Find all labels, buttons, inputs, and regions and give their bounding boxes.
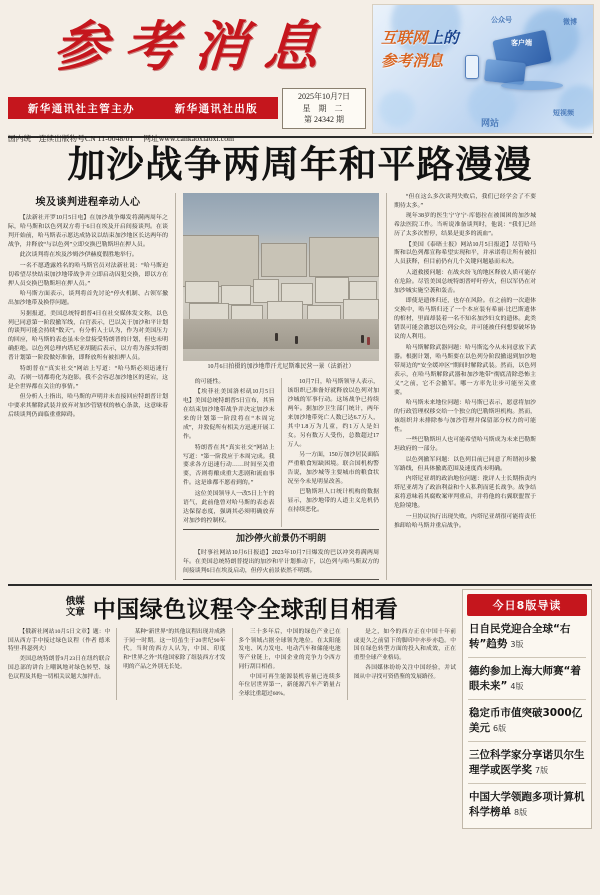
- photo-person: [275, 333, 278, 341]
- paragraph: 这位美国领导人一改5日上午的语气，此前他曾对哈马斯的表态表达保留态度，强调其必须明确放弃对加沙的控制权。: [183, 490, 275, 524]
- bottom-column-1: [8, 628, 110, 699]
- paragraph: 某种“新世界”的其他议程出现并成熟于同一时期。这一切虽生于20世纪90年代。当时的西方人认为，中国、印度和“世界之外”其他国家除了组装西方才发明的产品之外别无长处。: [123, 629, 226, 670]
- paragraph: 内塔尼亚胡的政治地位问题：批评人士长期指责内塔尼亚胡为了政治利益和个人私利而延长战争。战争结束将意味着其腐败案审判重启，并将他的右翼联盟置于危险境地。: [394, 476, 536, 510]
- index-item-text: 稳定币市值突破3000亿美元: [469, 706, 583, 734]
- banner-label-weibo: 微博: [563, 18, 577, 26]
- article-column-2: [183, 193, 379, 581]
- bottom-column-4: [354, 628, 456, 699]
- paragraph: 现年38岁的医生宁守宁·库德拉在被围困的加沙城希法医院工作。当听说准备谈判时，他说：“我们已经历了太多次暂停，结果是更多的流血”。: [394, 213, 536, 238]
- paragraph: 【美国《泰晤士报》网站10月5日报道】尽管哈马斯和以色列都宣称希望实现和平，并承诺将让所有被扣人员获释，但目前仍有几个关键问题悬而未决。: [394, 241, 536, 266]
- banner-label-shortvideo: 短视频: [553, 109, 574, 117]
- photo-road: [183, 319, 379, 349]
- paragraph: 一名不愿透露姓名的哈马斯官员对法新社说：“哈马斯迫切希望尽快结束加沙地带战争并立即启动囚犯交换，即以方在押人员交换巴勒斯坦在押人员。”: [8, 262, 168, 287]
- website-url[interactable]: www.cankaoxiaoxi.com: [158, 133, 235, 143]
- photo-caption: 10月6日拍摄的加沙地带汗尤尼斯难民营一景（法新社）: [207, 363, 355, 370]
- index-item-4[interactable]: [468, 742, 586, 784]
- issn-label: 国内统一连续出版物号: [8, 133, 85, 143]
- article-column-2b: [288, 378, 380, 528]
- main-headline: 加沙战争两周年和平路漫漫: [67, 143, 533, 186]
- banner-line1-part2: 上的: [427, 30, 459, 47]
- paragraph: 三十多年后，中国的绿色产业已在多个领域占据全球领先地位。在太阳能发电、风力发电、电动汽车和储能电池等产业链上，中国企业的竞争力令西方同行刮目相看。: [238, 629, 341, 670]
- index-item-2[interactable]: [468, 658, 586, 700]
- column-divider: [347, 628, 348, 699]
- column-divider: [232, 628, 233, 699]
- paragraph: 【俄新社网站10月5日文章】题：中国从西方手中接过绿色议程（作者 德米特里·科瑟列夫）: [8, 629, 111, 653]
- paragraph: 以色列撤军问题：以色列目前已同意了所谓初步撤军路线，但具体撤离范围及速度尚未明确。: [394, 456, 536, 472]
- index-item-page: 3版: [510, 640, 524, 650]
- index-item-text: 中国大学领跑多项计算机科学榜单: [469, 790, 585, 818]
- bottom-article-kicker: [66, 597, 85, 619]
- photo-person: [361, 335, 364, 343]
- publisher-label: 新华通讯社出版: [174, 103, 259, 115]
- index-item-5[interactable]: [468, 784, 586, 825]
- publisher-bar: [8, 97, 278, 119]
- masthead-info-row: [6, 88, 368, 129]
- supervisor-label: 新华通讯社主管主办: [27, 103, 135, 115]
- bottom-column-2: [123, 628, 225, 699]
- paragraph: 是之，如今的西方正在中国十年前或更久之前留下的脚印中亦步亦趋。中国在绿色转型方面的投入和成效，正在重塑全球产业格局。: [353, 629, 456, 661]
- index-item-page: 8版: [514, 807, 528, 817]
- paragraph: 哈马斯解除武器问题：哈马斯迄今从未同意放下武器。根据计划，哈马斯要在以色列分阶段撤退到加沙地带周边的“安全缓冲区”期间时解除武装。然而，以色列表示，在哈马斯解除武器和加沙地带“彻底清除恐怖主义”之前，它不会撤军。哪一方率先让步可能至关重要。: [394, 344, 536, 396]
- kicker-line-1: 俄媒: [65, 595, 85, 607]
- boxed-sidebar-story: [183, 529, 379, 580]
- paragraph: 但分析人士指出，哈马斯的声明并未直接回应特朗普计划中要求其解除武装并放弃对加沙管辖权的核心条款，这意味着后续谈判仍面临重重障碍。: [8, 394, 168, 419]
- bottom-section: [6, 586, 594, 829]
- banner-line2: 参考消息: [381, 53, 444, 71]
- index-item-1[interactable]: [468, 616, 586, 658]
- article-column-3: [394, 193, 536, 581]
- paragraph: 特朗普在“真实社交”网站上写道：“哈马斯必须迅速行动，否则一切都将化为泡影。我不会容忍加沙地区的延宕，这是全世界都在关注的事情。”: [8, 365, 168, 390]
- bottom-article-headline: 中国绿色议程令全球刮目相看: [92, 596, 399, 624]
- masthead-left: [6, 4, 368, 143]
- paragraph: 另一方面，150万加沙居民面临严重粮食短缺困境。联合国机构警告说，加沙城等主要城市的粮食状况至今未见明显改善。: [287, 452, 379, 485]
- photo-person: [295, 336, 298, 344]
- index-item-page: 4版: [510, 682, 524, 692]
- paragraph: 哈马斯未来地位问题：哈马斯已表示，愿意将加沙的行政管理权移交给一个独立的巴勒斯坦机构。然而，该组织并未排除参与加沙管理并保留部分权力的可能性。: [394, 399, 536, 433]
- kicker-line-2: 文章: [65, 606, 85, 618]
- main-article: [6, 193, 594, 581]
- date-box: [282, 88, 366, 129]
- article-column-1: [8, 193, 168, 581]
- paragraph: 另据报道，美国总统特朗普4日在社交媒体发文称，以色列已同意第一阶段撤军线，白宫表示，巴以关于加沙和平计划的谈判可能会持续“数天”。有分析人士认为，作为对美国压力的回应，哈马斯的表态虽未全盘接受特朗普的计划，但也未明确拒绝。以色列总理内塔尼亚胡随后表示，以方将为落实特朗普计划第一阶段做好准备，即释放所有被扣押人员。: [8, 310, 168, 362]
- index-item-page: 6版: [493, 723, 507, 733]
- paragraph: 人道救援问题：在战火纷飞的地区释放人质可能存在危险。尽管美国总统特朗普呼吁停火，但以军仍在对加沙城实施空袭和轰击。: [394, 269, 536, 294]
- banner-label-app: 客户端: [511, 39, 532, 47]
- article-column-2a: [183, 378, 275, 528]
- device-base-shadow: [501, 81, 563, 90]
- gaza-refugee-camp-photo: [183, 193, 379, 361]
- banner-ad-text: [381, 27, 459, 74]
- index-item-3[interactable]: [468, 700, 586, 742]
- column-divider: [386, 193, 387, 581]
- column-divider: [175, 193, 176, 581]
- paragraph: 10月7日，哈马斯领导人表示，该组织已准备好就释放以色列对加沙城的军事行动。这场战争已持续两年。据加沙卫生部门统计，两年来加沙地带死亡人数已达6.7万人，其中1.8万为儿童，约1万人是妇女。另有数万人受伤，总数超过17万人。: [287, 378, 379, 448]
- paragraph: 即使是遗体归还，也存在风险。在之前的一次遗体交换中，哈马斯归还了一个本应装有希丽·比巴斯遗体的棺材，里面却装着一名不知名加沙妇女的遗体。此类错误可能会激怒以色列公众，并可能被任何想要破坏协议的人利用。: [394, 298, 536, 341]
- paragraph: 此次谈判将在埃及沙姆沙伊赫度假胜地举行。: [19, 252, 138, 259]
- banner-label-website: 网站: [481, 118, 500, 128]
- banner-ad[interactable]: [372, 4, 594, 134]
- column-divider: [281, 378, 282, 528]
- index-item-page: 7版: [535, 765, 549, 775]
- website-label: 网址: [143, 133, 159, 143]
- decorative-blob: [379, 91, 415, 127]
- paragraph: 中国可再生能源装机容量已连续多年位居世界第一，新能源汽车产销量占全球比重超过60%。: [238, 673, 341, 697]
- photo-figure: [183, 193, 379, 376]
- masthead: [6, 4, 594, 143]
- paragraph: 哈马斯方面表示，谈判将首先讨论“停火机制、占领军撤出加沙地带及换俘问题。: [8, 291, 168, 307]
- phone-icon: [465, 55, 479, 79]
- banner-label-wechat: 公众号: [491, 16, 512, 24]
- boxed-story-heading: 加沙停火前景仍不明朗: [235, 534, 326, 545]
- issue-date: 2025年10月7日: [298, 92, 350, 101]
- bottom-column-3: [239, 628, 341, 699]
- paragraph: 【时事社网站10月6日报道】2023年10月7日爆发的巴以冲突将满两周年。在美国总统特朗普提出的加沙和平计划推动下，以色列与哈马斯双方的间接谈判6日在埃及启动，但停火前景依然不明朗。: [183, 549, 379, 574]
- paragraph: 【埃菲社美国洛杉矶10月5日电】美国总统特朗普5日宣布，其旨在结束加沙地带战争并决定加沙未来的计划第一阶段将在“本周完成”，并敦促所有相关方迅速开展工作。: [183, 389, 275, 441]
- photo-person: [367, 337, 370, 345]
- paragraph: 巴勒斯坦人口统计机构的数据显示，加沙地带的人道主义危机仍在持续恶化。: [287, 489, 379, 514]
- bottom-headline-row: [8, 589, 456, 628]
- banner-line1-part1: 互联网: [381, 30, 428, 47]
- newspaper-title: 参考消息: [51, 14, 337, 78]
- paragraph: 【法新社开罗10月5日电】在加沙战争爆发将满两周年之际，哈马斯和以色列双方将于6日在埃及开启间接谈判。在谈判开始前，哈马斯表示愿达成协议以结束加沙地区长达两年的战争，并释放“与以色列”立即交换巴勒斯坦在押人员。: [8, 214, 168, 248]
- issue-weekday: 星 期 二: [302, 103, 346, 113]
- paragraph: 特朗普在其“真实社交”网站上写道：“第一阶段应于本周完成。我要求各方迅速行动……时间至关重要，否则将酿成重大悲剧和流血事件。这是谁都不愿看到的。”: [183, 444, 275, 487]
- bottom-article: [8, 589, 456, 829]
- index-item-text: 三位科学家分享诺贝尔生理学或医学奖: [469, 748, 585, 776]
- paragraph: 美国总统特朗普9月23日在纽约联合国总部的讲台上嘲讽地对绿色转型、绿色议程及其他一切相关议题大加抨击。: [8, 656, 111, 680]
- column-divider: [116, 628, 117, 699]
- decorative-blob: [558, 85, 594, 129]
- paragraph: “但在这么多次谈判失败后，我们已经学会了不要期待太多。”: [394, 193, 536, 209]
- issue-number: 第 24342 期: [304, 115, 344, 125]
- paragraph: 一些巴勒斯坦人也可能希望哈马斯成为未来巴勒斯坦政府的一部分。: [394, 437, 536, 453]
- article-subheading: 埃及谈判进程牵动人心: [35, 196, 141, 208]
- index-item-text: 日自民党迎合全球“右转”趋势: [469, 623, 571, 651]
- paragraph: 的可能性。: [194, 378, 225, 385]
- bottom-article-columns: [8, 628, 456, 699]
- issn-number: CN 11-0048/01: [84, 133, 134, 143]
- paragraph: 各国媒体纷纷关注中国经验，并试图从中寻找可资借鉴的发展路径。: [353, 665, 456, 680]
- index-item-text: 德约参加上海大师赛“着眼未来”: [469, 665, 581, 693]
- index-title: 今日8版导读: [467, 594, 587, 616]
- todays-index-sidebar: [462, 589, 592, 829]
- paragraph: 一旦协议执行出现失败，内塔尼亚胡很可能将责任推卸给哈马斯并重启战争。: [394, 513, 536, 529]
